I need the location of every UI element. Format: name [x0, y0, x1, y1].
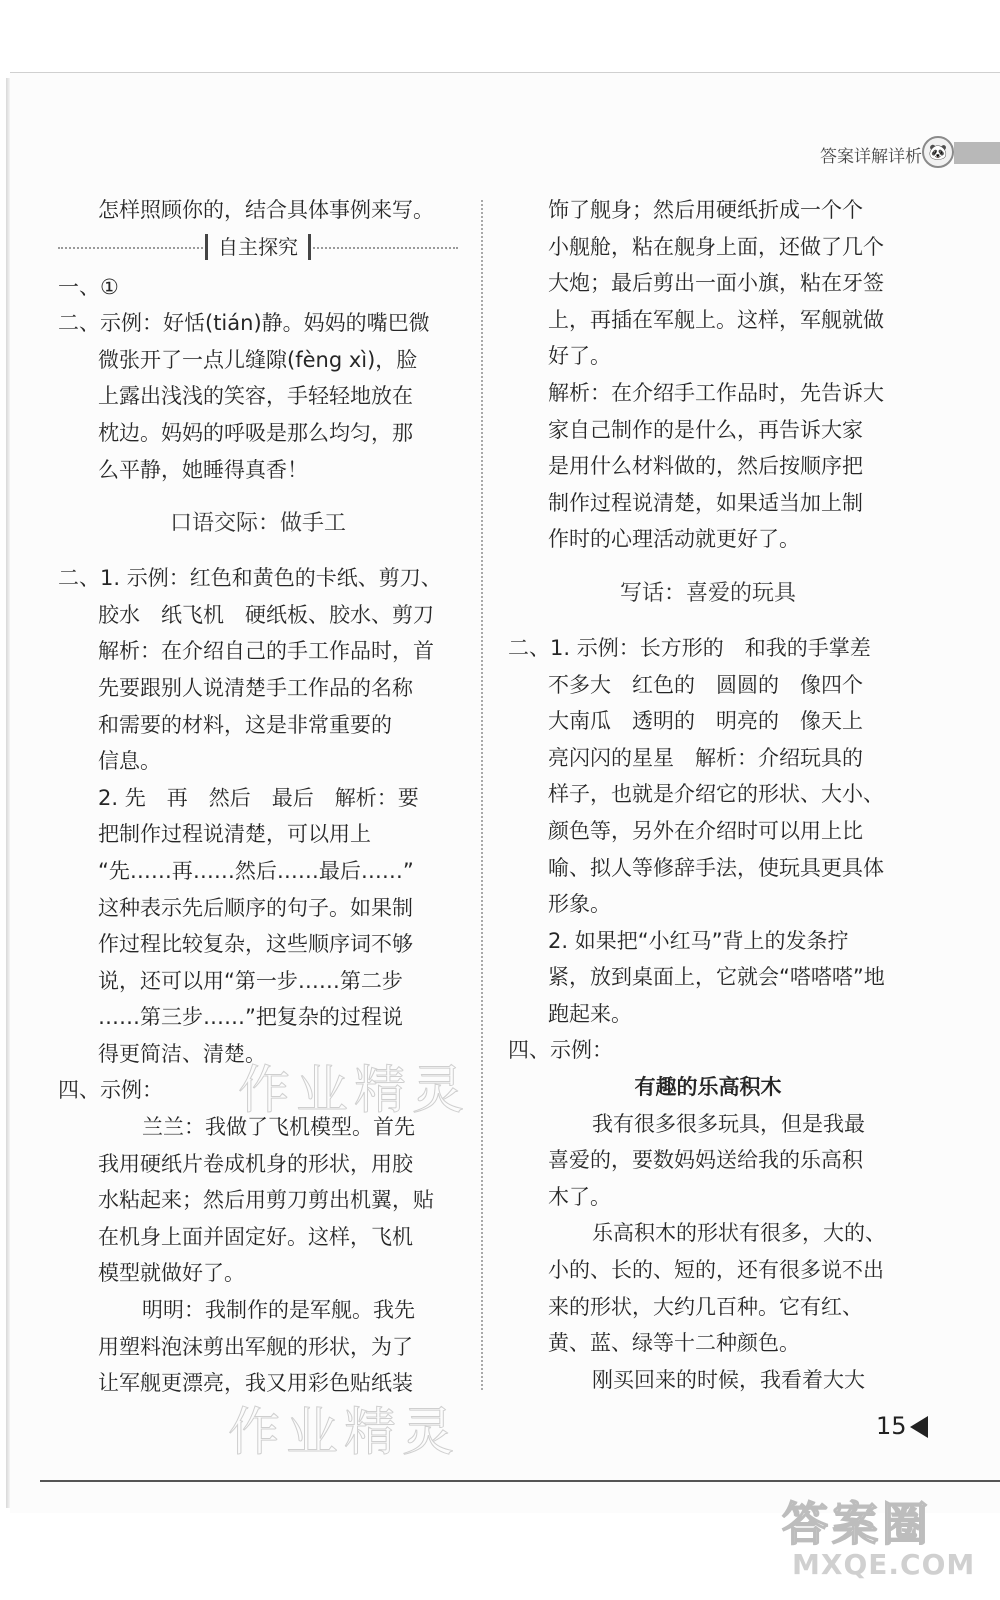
text-line: 四、示例： [58, 1078, 163, 1103]
text-line: 2. 先 再 然后 最后 解析：要 [98, 785, 419, 810]
header-title: 答案详解详析 [820, 147, 922, 167]
text-line: 形象。 [548, 892, 611, 917]
essay-title: 有趣的乐高积木 [634, 1075, 782, 1100]
text-line: 上，再插在军舰上。这样，军舰就做 [548, 307, 884, 332]
text-line: 四、示例： [508, 1038, 613, 1063]
text-line: 来的形状，大约几百种。它有红、 [548, 1294, 863, 1319]
watermark-bottom: 作业精灵 [228, 1403, 461, 1463]
text-line: 在机身上面并固定好。这样，飞机 [98, 1224, 413, 1249]
text-line: 不多大 红色的 圆圆的 像四个 [548, 672, 863, 697]
text-line: 让军舰更漂亮，我又用彩色贴纸装 [98, 1371, 413, 1396]
text-line: 2. 如果把“小红马”背上的发条拧 [548, 928, 849, 953]
site-watermark-name: 答案圈 [782, 1497, 932, 1551]
section-heading: 口语交际：做手工 [169, 511, 346, 537]
text-line: 枕边。妈妈的呼吸是那么均匀，那 [98, 420, 413, 445]
text-line: 解析：在介绍自己的手工作品时，首 [98, 639, 434, 664]
text-line: 说，还可以用“第一步……第二步 [98, 968, 403, 993]
text-line: 和需要的材料，这是非常重要的 [98, 712, 392, 737]
text-line: 二、示例：好恬(tián)静。妈妈的嘴巴微 [58, 311, 430, 336]
text-line: 亮闪闪的星星 解析：介绍玩具的 [548, 745, 863, 770]
text-line: ……第三步……”把复杂的过程说 [98, 1005, 403, 1030]
text-line: 明明：我制作的是军舰。我先 [142, 1298, 415, 1323]
bottom-rule [40, 1480, 1000, 1482]
text-line: 这种表示先后顺序的句子。如果制 [98, 895, 413, 920]
text-line: 信息。 [98, 749, 161, 774]
text-line: 得更简洁、清楚。 [98, 1041, 266, 1066]
section-heading-label: 自主探究 [205, 234, 311, 260]
text-line: 二、1. 示例：红色和黄色的卡纸、剪刀、 [58, 566, 442, 591]
text-line: 好了。 [548, 344, 611, 369]
text-line: 把制作过程说清楚，可以用上 [98, 822, 371, 847]
text-line: 水粘起来；然后用剪刀剪出机翼，贴 [98, 1188, 434, 1213]
text-line: 么平静，她睡得真香！ [98, 457, 308, 482]
text-line: 颜色等，另外在介绍时可以用上比 [548, 818, 863, 843]
text-line: 刚买回来的时候，我看着大大 [592, 1367, 865, 1392]
text-line: 先要跟别人说清楚手工作品的名称 [98, 675, 413, 700]
text-line: 上露出浅浅的笑容，手轻轻地放在 [98, 384, 413, 409]
text-line: 小舰舱，粘在舰身上面，还做了几个 [548, 234, 884, 259]
column-divider [481, 200, 483, 1390]
page-number: 15 [876, 1412, 907, 1440]
text-line: 二、1. 示例：长方形的 和我的手掌差 [508, 635, 871, 660]
text-line: 作时的心理活动就更好了。 [548, 527, 800, 552]
text-line: 胶水 纸飞机 硬纸板、胶水、剪刀 [98, 602, 434, 627]
text-line: 跑起来。 [548, 1001, 632, 1026]
section-heading-row [58, 229, 458, 269]
text-line: 怎样照顾你的，结合具体事例来写。 [98, 198, 434, 222]
text-line: 我有很多很多玩具，但是我最 [592, 1111, 865, 1136]
text-line: 大南瓜 透明的 明亮的 像天上 [548, 709, 863, 734]
watermark-mid: 作业精灵 [238, 1061, 471, 1121]
text-line: 样子，也就是介绍它的形状、大小、 [548, 782, 884, 807]
text-line: 喻、拟人等修辞手法，使玩具更具体 [548, 855, 884, 880]
text-line: 乐高积木的形状有很多，大的、 [592, 1221, 886, 1246]
text-line: 用塑料泡沫剪出军舰的形状，为了 [98, 1334, 413, 1359]
text-line: 作过程比较复杂，这些顺序词不够 [98, 932, 413, 957]
text-line: 是用什么材料做的，然后按顺序把 [548, 454, 863, 479]
text-line: 紧，放到桌面上，它就会“嗒嗒嗒”地 [548, 965, 885, 990]
text-line: 家自己制作的是什么，再告诉大家 [548, 417, 863, 442]
left-column [58, 192, 458, 1402]
panda-icon: 🐼 [922, 136, 954, 168]
text-line: 喜爱的，要数妈妈送给我的乐高积 [548, 1148, 863, 1173]
text-line: “先……再……然后……最后……” [98, 858, 414, 883]
text-line: 小的、长的、短的，还有很多说不出 [548, 1258, 884, 1283]
left-arrow-icon [910, 1416, 928, 1438]
text-line: 我用硬纸片卷成机身的形状，用胶 [98, 1151, 413, 1176]
header-tab [954, 142, 1000, 164]
text-line: 兰兰：我做了飞机模型。首先 [142, 1115, 415, 1140]
section-heading: 写话：喜爱的玩具 [619, 580, 796, 606]
text-line: 黄、蓝、绿等十二种颜色。 [548, 1331, 800, 1356]
right-column [508, 192, 908, 1398]
text-line: 制作过程说清楚，如果适当加上制 [548, 490, 863, 515]
text-line: 一、① [58, 274, 119, 299]
site-watermark-url: MXQE.COM [792, 1548, 976, 1581]
text-line: 大炮；最后剪出一面小旗，粘在牙签 [548, 271, 884, 296]
text-line: 解析：在介绍手工作品时，先告诉大 [548, 380, 884, 405]
text-line: 微张开了一点儿缝隙(fèng xì)，脸 [98, 347, 418, 372]
text-line: 木了。 [548, 1184, 611, 1209]
text-line: 饰了舰身；然后用硬纸折成一个个 [548, 198, 863, 222]
text-line: 模型就做好了。 [98, 1261, 245, 1286]
